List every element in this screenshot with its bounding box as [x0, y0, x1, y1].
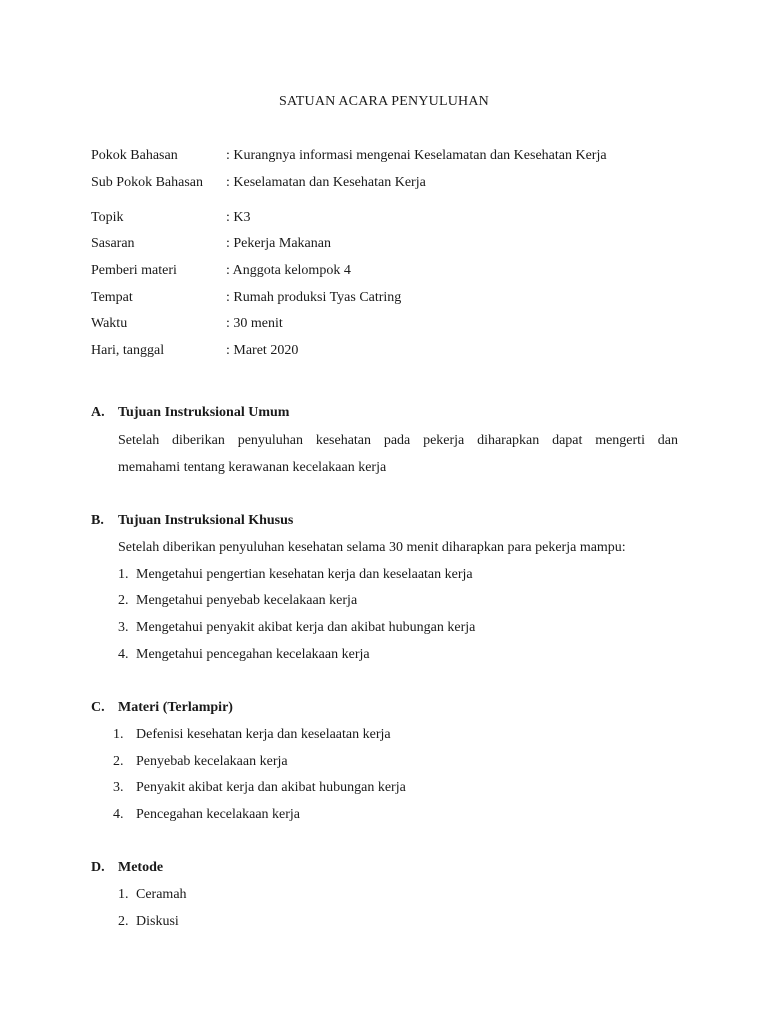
section-a-title: Tujuan Instruksional Umum [118, 405, 290, 420]
section-d-title: Metode [118, 860, 164, 875]
info-value-topik: : K3 [226, 210, 251, 225]
section-b-item-number: 4. [118, 647, 129, 662]
info-value-hari-tanggal: : Maret 2020 [226, 343, 299, 358]
section-d-item-text: Diskusi [136, 914, 179, 929]
section-c-item-text: Defenisi kesehatan kerja dan keselaatan kerja [136, 727, 391, 742]
info-value-tempat: : Rumah produksi Tyas Catring [226, 290, 402, 305]
section-b-item-number: 3. [118, 620, 129, 635]
section-b-item-number: 2. [118, 593, 129, 608]
section-d-item-number: 2. [118, 914, 129, 929]
section-b-item-text: Mengetahui penyebab kecelakaan kerja [136, 593, 358, 608]
info-label-waktu: Waktu [91, 316, 128, 331]
section-b-item-text: Mengetahui pengertian kesehatan kerja dan keselaatan kerja [136, 567, 473, 582]
info-value-sub-pokok-bahasan: : Keselamatan dan Kesehatan Kerja [226, 175, 426, 190]
info-value-waktu: : 30 menit [226, 316, 283, 331]
section-c-item-number: 4. [113, 807, 124, 822]
section-b-item-number: 1. [118, 567, 129, 582]
section-b-title: Tujuan Instruksional Khusus [118, 513, 294, 528]
section-d-item-text: Ceramah [136, 887, 187, 902]
info-value-sasaran: : Pekerja Makanan [226, 236, 331, 251]
section-b-item-text: Mengetahui pencegahan kecelakaan kerja [136, 647, 370, 662]
section-c-item-text: Pencegahan kecelakaan kerja [136, 807, 301, 822]
section-b-item-text: Mengetahui penyakit akibat kerja dan akibat hubungan kerja [136, 620, 476, 635]
info-label-pokok-bahasan: Pokok Bahasan [91, 148, 178, 163]
section-c-item-text: Penyakit akibat kerja dan akibat hubungan kerja [136, 780, 406, 795]
section-b-letter: B. [91, 513, 104, 528]
section-d-letter: D. [91, 860, 105, 875]
info-label-hari-tanggal: Hari, tanggal [91, 343, 165, 358]
info-value-pokok-bahasan: : Kurangnya informasi mengenai Keselamatan dan Kesehatan Kerja [226, 148, 607, 163]
section-a-paragraph-line2: memahami tentang kerawanan kecelakaan kerja [118, 460, 387, 475]
info-label-pemberi-materi: Pemberi materi [91, 263, 177, 278]
section-a-letter: A. [91, 405, 105, 420]
section-b-intro: Setelah diberikan penyuluhan kesehatan selama 30 menit diharapkan para pekerja mampu: [118, 540, 626, 555]
info-label-sasaran: Sasaran [91, 236, 135, 251]
info-label-tempat: Tempat [91, 290, 133, 305]
section-a-paragraph-line1: Setelah diberikan penyuluhan kesehatan pada pekerja diharapkan dapat mengerti dan [118, 433, 678, 448]
section-d-item-number: 1. [118, 887, 129, 902]
section-c-title: Materi (Terlampir) [118, 700, 233, 715]
document-title: SATUAN ACARA PENYULUHAN [279, 94, 489, 109]
section-c-item-number: 3. [113, 780, 124, 795]
info-label-sub-pokok-bahasan: Sub Pokok Bahasan [91, 175, 203, 190]
section-c-item-text: Penyebab kecelakaan kerja [136, 754, 288, 769]
section-c-letter: C. [91, 700, 105, 715]
info-label-topik: Topik [91, 210, 124, 225]
info-value-pemberi-materi: : Anggota kelompok 4 [226, 263, 351, 278]
section-c-item-number: 2. [113, 754, 124, 769]
section-c-item-number: 1. [113, 727, 124, 742]
